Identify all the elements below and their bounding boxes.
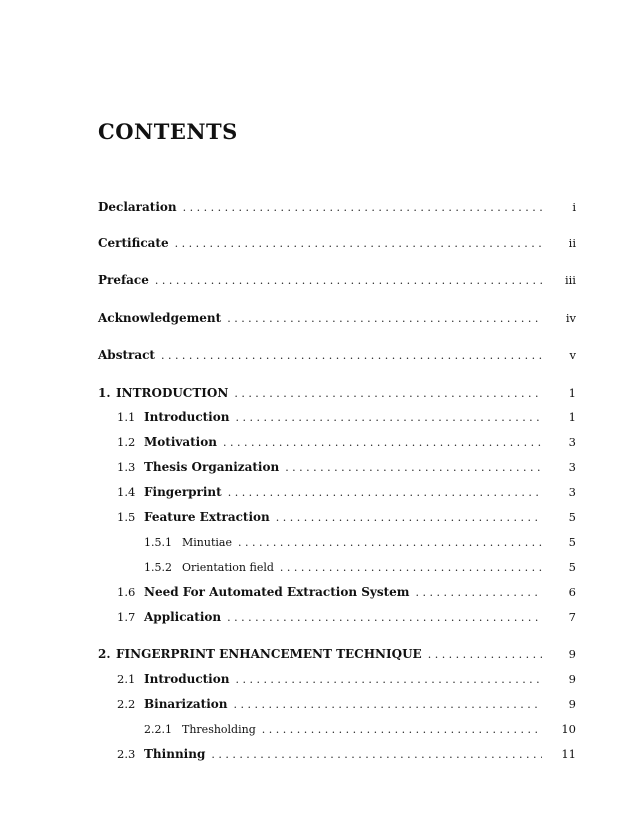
- toc-section-2-3[interactable]: [117, 746, 576, 762]
- dot-leader: [234, 386, 542, 402]
- toc-entry-acknowledgement[interactable]: [98, 310, 576, 326]
- dot-leader: [280, 560, 542, 576]
- toc-entry-title: Declaration: [98, 200, 177, 214]
- dot-leader: [155, 273, 542, 289]
- toc-entry-title: Binarization: [144, 697, 228, 711]
- toc-entry-number: 1.4: [117, 485, 136, 499]
- toc-entry-number: 1.: [98, 386, 111, 400]
- toc-entry-title: Abstract: [98, 348, 155, 362]
- toc-entry-title: Feature Extraction: [144, 510, 270, 524]
- toc-entry-preface[interactable]: [98, 272, 576, 288]
- toc-entry-title: Certificate: [98, 236, 169, 250]
- toc-entry-page: 9: [568, 647, 576, 661]
- toc-entry-page: 3: [568, 435, 576, 449]
- toc-entry-title: Introduction: [144, 410, 230, 424]
- toc-entry-title: FINGERPRINT ENHANCEMENT TECHNIQUE: [116, 647, 422, 661]
- toc-section-1-3[interactable]: [117, 459, 576, 475]
- dot-leader: [285, 460, 542, 476]
- dot-leader: [161, 348, 542, 364]
- dot-leader: [235, 410, 542, 426]
- toc-chapter-1[interactable]: [98, 385, 576, 401]
- toc-subsection-1-5-2[interactable]: [144, 559, 576, 575]
- toc-entry-page: 10: [561, 722, 576, 736]
- dot-leader: [211, 747, 542, 763]
- toc-entry-number: 1.6: [117, 585, 136, 599]
- toc-chapter-2[interactable]: [98, 646, 576, 662]
- dot-leader: [183, 200, 542, 216]
- dot-leader: [175, 236, 542, 252]
- toc-section-1-7[interactable]: [117, 609, 576, 625]
- toc-entry-page: iv: [565, 311, 576, 325]
- toc-section-1-4[interactable]: [117, 484, 576, 500]
- toc-entry-number: 1.7: [117, 610, 136, 624]
- toc-subsection-1-5-1[interactable]: [144, 534, 576, 550]
- toc-entry-number: 1.3: [117, 460, 136, 474]
- dot-leader: [235, 672, 542, 688]
- toc-entry-number: 1.5.2: [144, 561, 172, 574]
- toc-entry-page: iii: [564, 273, 576, 287]
- toc-subsection-2-2-1[interactable]: [144, 721, 576, 737]
- toc-entry-title: Application: [144, 610, 222, 624]
- toc-entry-page: 9: [568, 672, 576, 686]
- toc-section-2-1[interactable]: [117, 671, 576, 687]
- toc-entry-number: 1.5: [117, 510, 136, 524]
- toc-section-1-6[interactable]: [117, 584, 576, 600]
- toc-entry-page: 6: [568, 585, 576, 599]
- toc-entry-page: i: [572, 200, 576, 214]
- dot-leader: [228, 485, 542, 501]
- toc-entry-title: Need For Automated Extraction System: [144, 585, 410, 599]
- dot-leader: [223, 435, 542, 451]
- toc-entry-number: 2.3: [117, 747, 136, 761]
- toc-entry-title: Introduction: [144, 672, 230, 686]
- toc-entry-page: 9: [568, 697, 576, 711]
- dot-leader: [428, 647, 542, 663]
- toc-entry-title: Motivation: [144, 435, 217, 449]
- toc-entry-page: ii: [568, 236, 576, 250]
- dot-leader: [227, 610, 542, 626]
- toc-entry-declaration[interactable]: [98, 199, 576, 215]
- toc-section-1-2[interactable]: [117, 434, 576, 450]
- toc-section-1-5[interactable]: [117, 509, 576, 525]
- toc-entry-page: 5: [568, 510, 576, 524]
- toc-entry-number: 2.2: [117, 697, 136, 711]
- toc-entry-page: 1: [568, 386, 576, 400]
- toc-entry-title: Thesis Organization: [144, 460, 280, 474]
- toc-entry-title: INTRODUCTION: [116, 386, 229, 400]
- toc-entry-abstract[interactable]: [98, 347, 576, 363]
- toc-entry-title: Minutiae: [182, 536, 232, 549]
- dot-leader: [262, 722, 542, 738]
- page-title: CONTENTS: [98, 119, 238, 144]
- toc-entry-number: 1.2: [117, 435, 136, 449]
- toc-entry-title: Preface: [98, 273, 149, 287]
- toc-entry-page: 3: [568, 460, 576, 474]
- toc-entry-number: 1.5.1: [144, 536, 172, 549]
- toc-entry-page: v: [569, 348, 576, 362]
- dot-leader: [227, 311, 542, 327]
- toc-entry-page: 1: [568, 410, 576, 424]
- toc-entry-title: Acknowledgement: [98, 311, 222, 325]
- toc-entry-title: Thinning: [144, 747, 206, 761]
- dot-leader: [238, 535, 542, 551]
- toc-entry-number: 2.2.1: [144, 723, 172, 736]
- toc-entry-certificate[interactable]: [98, 235, 576, 251]
- toc-entry-page: 11: [561, 747, 576, 761]
- toc-entry-title: Fingerprint: [144, 485, 222, 499]
- toc-entry-page: 7: [568, 610, 576, 624]
- toc-section-2-2[interactable]: [117, 696, 576, 712]
- toc-entry-title: Thresholding: [182, 723, 256, 736]
- dot-leader: [234, 697, 542, 713]
- toc-entry-number: 1.1: [117, 410, 136, 424]
- dot-leader: [276, 510, 542, 526]
- toc-entry-page: 5: [568, 535, 576, 549]
- toc-entry-number: 2.: [98, 647, 111, 661]
- toc-entry-title: Orientation field: [182, 561, 274, 574]
- toc-entry-page: 5: [568, 560, 576, 574]
- dot-leader: [416, 585, 543, 601]
- toc-section-1-1[interactable]: [117, 409, 576, 425]
- toc-entry-number: 2.1: [117, 672, 136, 686]
- toc-entry-page: 3: [568, 485, 576, 499]
